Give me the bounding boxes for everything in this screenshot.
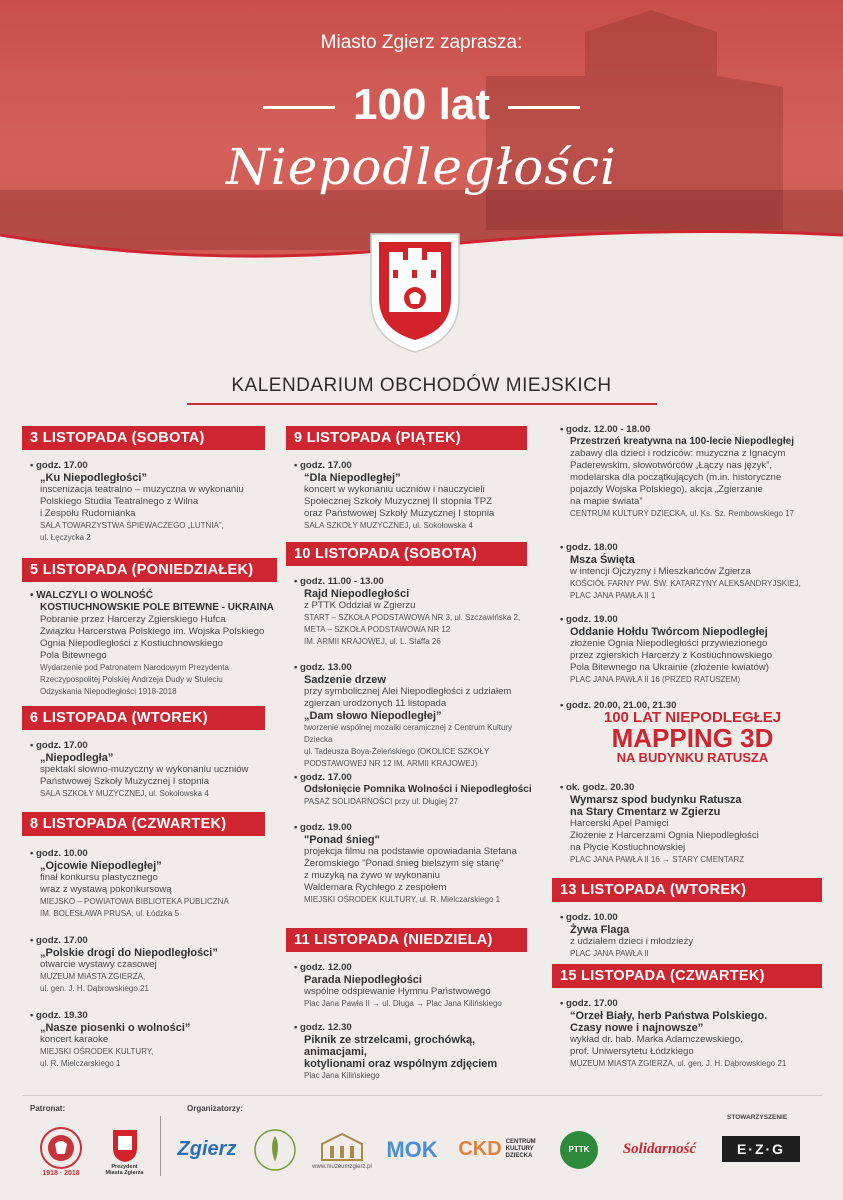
- event-oddanie-holdu: • godz. 19.00 Oddanie Hołdu Twórcom Niepodległej złożenie Ognia Niepodległości przywiezionego przez zgierskich Harcerzy z Kostiuchnowskiego Pola Bitewnego na Ukrainie (złożenie kwiatów) PLAC JANA PAWŁA II 16 (PRZED RATUSZEM): [560, 614, 825, 686]
- event-nasze-piosenki: • godz. 19.30 „Nasze piosenki o wolności” koncert karaoke MIEJSKI OŚRODEK KULTURY, ul. R. Mielczarskiego 1: [30, 1010, 280, 1070]
- event-dla-niepodleglej: • godz. 17.00 “Dla Niepodległej” koncert w wykonaniu uczniów i nauczycieli Społecznej Szkoły Muzycznej II stopnia TPZ oraz Państwowej Szkoły Muzycznej I stopnia SALA SZKOŁY MUZYCZNEJ, ul. Sokołowska 4: [294, 460, 539, 532]
- ezg-logo: E·Z·G: [722, 1136, 800, 1162]
- event-zywa-flaga: • godz. 10.00 Żywa Flaga z udziałem dzieci i młodzieży PLAC JANA PAWŁA II: [560, 912, 825, 960]
- hufiec-zhp-logo: [247, 1122, 302, 1177]
- day-header-11-nov: 11 LISTOPADA (NIEDZIELA): [286, 928, 527, 952]
- day-header-5-nov: 5 LISTOPADA (PONIEDZIAŁEK): [22, 558, 277, 582]
- solidarnosc-logo: Solidarność: [622, 1141, 697, 1157]
- title-niepodleglosci: Niepodległości: [225, 138, 617, 196]
- event-niepodlegla: • godz. 17.00 „Niepodległa” spektakl słowno-muzyczny w wykonaniu uczniów Państwowej Szkoły Muzycznej I stopnia SALA SZKOŁY MUZYCZNEJ, ul. Sokołowska 4: [30, 740, 280, 800]
- day-header-15-nov: 15 LISTOPADA (CZWARTEK): [552, 964, 822, 988]
- event-ojcowie-niepodleglej: • godz. 10.00 „Ojcowie Niepodległej” finał konkursu plastycznego wraz z wystawą pokonkursową MIEJSKO – POWIATOWA BIBLIOTEKA PUBLICZNA IM. BOLESŁAWA PRUSA, ul. Łódzka 5: [30, 848, 280, 920]
- event-przestrzen-kreatywna: • godz. 12.00 - 18.00 Przestrzeń kreatywna na 100-lecie Niepodległej zabawy dla dzieci i rodziców: muzyczna z Ignacym Paderewskim, słowotwórców „Łączy nas język”, modelarska dla początkujących (m.in. historyczne pojazdy Wojska Polskiego), akcja „Zgierzanie na mapie świata” CENTRUM KULTURY DZIECKA, ul. Ks. Sz. Rembowskiego 17: [560, 424, 825, 520]
- patronat-label: Patronat:: [30, 1104, 66, 1113]
- event-polskie-drogi: • godz. 17.00 „Polskie drogi do Niepodległości” otwarcie wystawy czasowej MUZEUM MIASTA ZGIERZA, ul. gen. J. H. Dąbrowskiego 21: [30, 935, 280, 995]
- day-header-9-nov: 9 LISTOPADA (PIĄTEK): [286, 426, 527, 450]
- footer-divider: [160, 1116, 161, 1176]
- footer-partners: [22, 1095, 822, 1191]
- ckd-logo: CKD CENTRUM KULTURY DZIECKA: [458, 1138, 536, 1160]
- day-header-10-nov: 10 LISTOPADA (SOBOTA): [286, 542, 527, 566]
- title-100-lat: 100 lat: [0, 80, 843, 130]
- organizers-label: Organizatorzy:: [187, 1104, 244, 1113]
- coat-small-icon: [111, 1128, 139, 1164]
- event-piknik: • godz. 12.30 Piknik ze strzelcami, grochówką, animacjami, kotylionami oraz wspólnym zdjęciem Plac Jana Kilińskiego: [294, 1022, 539, 1082]
- museum-building-icon: [318, 1130, 366, 1164]
- eagle-seal-icon: [37, 1126, 85, 1170]
- day-header-13-nov: 13 LISTOPADA (WTOREK): [552, 878, 822, 902]
- event-rajd-niepodleglosci: • godz. 11.00 - 13.00 Rajd Niepodległości z PTTK Oddział w Zgierzu START – SZKOŁA PODSTAWOWA NR 3, ul. Szczawińska 2, META – SZKOŁA PODSTAWOWA NR 12 IM. ARMII KRAJOWEJ, ul. L. Staffa 26: [294, 576, 539, 648]
- invite-text: Miasto Zgierz zaprasza:: [320, 32, 523, 53]
- day-header-6-nov: 6 LISTOPADA (WTOREK): [22, 706, 265, 730]
- city-coat-of-arms: [367, 230, 463, 355]
- event-parada-niepodleglosci: • godz. 12.00 Parada Niepodległości wspólne odśpiewanie Hymnu Państwowego Plac Jana Pawła II → ul. Długa → Plac Jana Kilińskiego: [294, 962, 539, 1010]
- stowarzyszenie-label: STOWARZYSZENIE: [727, 1114, 788, 1121]
- pttk-logo: PTTK: [554, 1122, 604, 1177]
- calendar-title: KALENDARIUM OBCHODÓW MIEJSKICH: [0, 375, 843, 405]
- event-orzel-bialy: • godz. 17.00 “Orzeł Biały, herb Państwa Polskiego. Czasy nowe i najnowsze” wykład dr. hab. Marka Adamczewskiego, prof. Uniwersytetu Łódzkiego MUZEUM MIASTA ZGIERZA, ul. gen. J. H. Dąbrowskiego 21: [560, 998, 825, 1070]
- event-sadzenie-drzew: • godz. 13.00 Sadzenie drzew przy symbolicznej Alei Niepodległości z udziałem zgierzan urodzonych 11 listopada „Dam słowo Niepodległej” tworzenie wspólnej mozaiki ceramicznej z Centrum Kultury Dziecka ul. Tadeusza Boya-Żeleńskiego (OKOLICE SZKOŁY PODSTAWOWEJ NR 12 IM. ARMII KRAJOWEJ): [294, 662, 539, 770]
- lily-icon: [253, 1128, 297, 1172]
- event-wymarsz: • ok. godz. 20.30 Wymarsz spod budynku Ratusza na Stary Cmentarz w Zgierzu Harcerski Apel Pamięci Złożenie z Harcerzami Ognia Niepodległości na Płycie Kostiuchnowskiej PLAC JANA PAWŁA II 16 → STARY CMENTARZ: [560, 782, 825, 866]
- mok-logo: MOK: [386, 1136, 438, 1162]
- event-ponad-snieg: • godz. 19.00 "Ponad śnieg" projekcja filmu na podstawie opowiadania Stefana Żeromskiego "Ponad śnieg bielszym się stanę" z muzyką na żywo w wykonaniu Waldemara Rychłego z zespołem MIEJSKI OŚRODEK KULTURY, ul. R. Mielczarskiego 1: [294, 822, 539, 906]
- event-ku-niepodleglosci: • godz. 17.00 „Ku Niepodległości” inscenizacja teatralno – muzyczna w wykonaniu Polskiego Studia Teatralnego z Wilna i Zespołu Rudomianka SALA TOWARZYSTWA ŚPIEWACZEGO „LUTNIA”, ul. Łęczycka 2: [30, 460, 275, 544]
- centenary-seal-logo: 1918 · 2018: [32, 1122, 90, 1180]
- event-msza-swieta: • godz. 18.00 Msza Święta w intencji Ojczyzny i Mieszkańców Zgierza KOŚCIÓŁ FARNY PW. ŚW. KATARZYNY ALEKSANDRYJSKIEJ, PLAC JANA PAWŁA II 1: [560, 542, 825, 602]
- muzeum-logo: www.muzeumzgierz.pl: [307, 1122, 377, 1177]
- event-walczyli-o-wolnosc: • WALCZYLI O WOLNOŚĆ KOSTIUCHNOWSKIE POLE BITEWNE - UKRAINA Pobranie przez Harcerzy Zgierskiego Hufca Związku Harcerstwa Polskiego im. Wojska Polskiego Ognia Niepodległości z Kostiuchnowskiego Pola Bitewnego Wydarzenie pod Patronatem Narodowym Prezydenta Rzeczypospolitej Polskiej Andrzeja Dudy w Stuleciu Odzyskania Niepodległości 1918-2018: [30, 590, 280, 698]
- zgierz-logo: Zgierz: [177, 1138, 237, 1160]
- event-odsloniecie-pomnika: • godz. 17.00 Odsłonięcie Pomnika Wolności i Niepodległości PASAŻ SOLIDARNOŚCI przy ul. Długiej 27: [294, 772, 539, 808]
- day-header-8-nov: 8 LISTOPADA (CZWARTEK): [22, 812, 265, 836]
- event-mapping-3d: • godz. 20.00, 21.00, 21.30 100 LAT NIEPODLEGŁEJ MAPPING 3D NA BUDYNKU RATUSZA: [560, 700, 825, 764]
- day-header-3-nov: 3 LISTOPADA (SOBOTA): [22, 426, 265, 450]
- prezydent-logo: Prezydent Miasta Zgierza: [102, 1122, 147, 1182]
